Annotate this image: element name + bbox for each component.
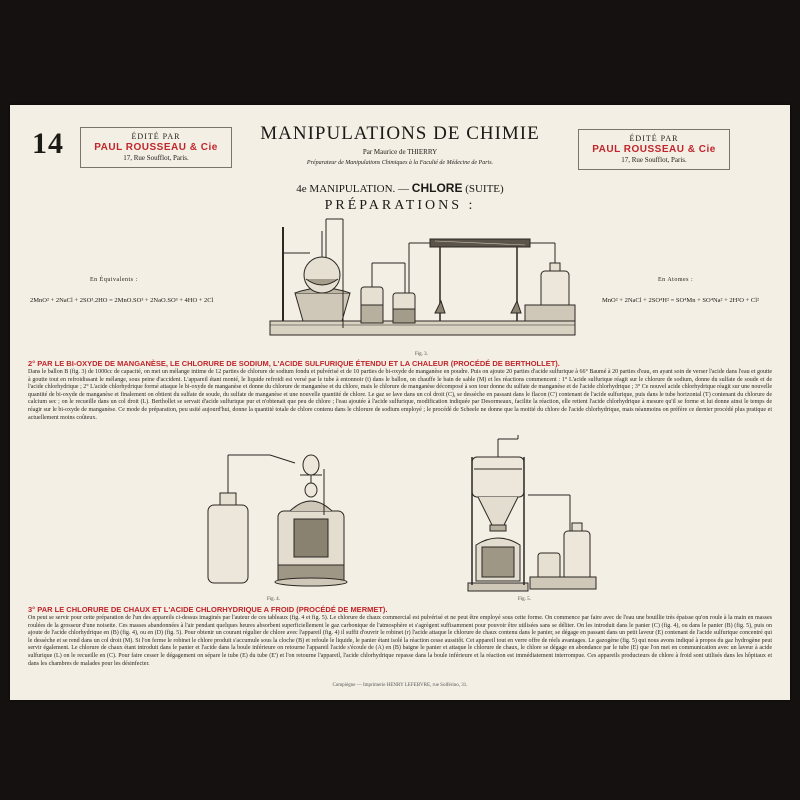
figure-4-caption: Fig. 4. — [267, 597, 280, 602]
page-title: MANIPULATIONS DE CHIMIE — [260, 123, 540, 144]
plate-number: 14 — [32, 127, 64, 160]
figure-5-apparatus — [458, 435, 608, 595]
section-2-text: Dans le ballon B (fig. 3) de 1000cc de capacité, on met un mélange intime de 12 parties de chlorure de sodium fondu et pulvérisé et de 10 parties de bi-oxyde de manganèse en poudre. Puis on ajoute 20 parties d'acide sulfurique à 66° Baumé à 20 parties d'eau, en ayant soin de verser l'acide dans l'eau et goutte à goutte tout en refroidissant le mélange, sous peine d'accident. L'appareil étant monté, le liquide refroidi est versé par le tube à entonnoir (t) dans le ballon, on chauffe le bain de sable (M) et les réactions commencent : 1° L'acide sulfurique réagit sur le chlorure de sodium, donne du sulfate de soude et de l'acide chlorhydrique ; 2° L'acide chlorhydrique formé attaque le bi-oxyde de manganèse et donne du chlorure de manganèse et du chlore, mais le chlorure de manganèse décomposé à son tour donne du sulfate de manganèse et de l'acide chlorhydrique ; 3° Ce nouvel acide chlorhydrique réagit sur une nouvelle quantité de bi-oxyde de manganèse et finalement on obtient du sulfate de soude, du sulfate de manganèse et une nouvelle quantité de chlore. Le gaz se lave dans un col droit (C), se dessèche en passant dans le flacon (C') contenant de l'acide sulfurique, puis dans le tube horizontal (T) contenant du chlorure de calcium sec ; on le recueille dans un col droit (L). Berthollet se servait d'acide sulfurique pur et n'obtenait que peu de chlore ; l'eau ajoutée à l'acide sulfurique, modification indiquée par Desormeaux, facilite la réaction, elle retient l'acide chlorhydrique à mesure qu'il se forme et lui donne ainsi le temps de réagir sur le bi-oxyde de manganèse. Ce mode de préparation, peu usité aujourd'hui, donne la quantité totale de chlore contenu dans le chlorure de sodium employé ; le procédé de Scheele ne donne que la moitié du chlore de l'acide chlorhydrique, mais néanmoins on préfère ce dernier procédé plus pratique et actuellement moins coûteux. — [28, 369, 772, 421]
equation-label-left: En Équivalents : — [90, 277, 138, 283]
equation-label-right: En Atomes : — [658, 277, 694, 283]
editor-name: PAUL ROUSSEAU & Cie — [94, 142, 218, 153]
manipulation-suffix: (SUITE) — [462, 183, 504, 195]
figure-3-caption: Fig. 3. — [415, 352, 428, 357]
chemistry-plate — [10, 105, 790, 700]
editor-address: 17, Rue Soufflot, Paris. — [123, 154, 189, 162]
printer-footer: Compiègne — Imprimerie HENRY LEFEBVRE, rue Solférino, 31. — [332, 683, 468, 688]
editor-name: PAUL ROUSSEAU & Cie — [592, 144, 716, 155]
editor-box-left — [80, 127, 232, 168]
editor-box-right — [578, 129, 730, 170]
preparations-subtitle: PRÉPARATIONS : — [324, 198, 476, 213]
manipulation-prefix: 4e MANIPULATION. — — [296, 183, 412, 195]
editor-address: 17, Rue Soufflot, Paris. — [621, 156, 687, 164]
manipulation-heading — [240, 181, 560, 195]
section-2-heading: 2° PAR LE BI-OXYDE DE MANGANÈSE, LE CHLORURE DE SODIUM, L'ACIDE SULFURIQUE ÉTENDU ET LA CHALEUR (PROCÉDÉ DE BERTHOLLET). — [28, 359, 560, 368]
figure-4-apparatus — [200, 445, 360, 595]
section-3-text: On peut se servir pour cette préparation de l'un des appareils ci-dessus imaginés par l'auteur de ces tableaux (fig. 4 et fig. 5). Le chlorure de chaux commercial est pulvérisé et ne peut être employé sous cette forme. On commence par faire avec de l'eau une bouillie très épaisse qu'on roule à la main en masses roulées de la grosseur d'une noisette. Ces masses abandonnées à l'air pendant quelques heures absorbent superficiellement le gaz carbonique de l'atmosphère et s'agrègent suffisamment pour pouvoir être utilisées sans se déliter. On les introduit dans le panier (C) (fig. 4), ou dans le panier (B) (fig. 5), puis on ajoute de l'acide chlorhydrique en (B) (fig. 4), ou en (D) (fig. 5). Pour obtenir un courant régulier de chlore avec l'appareil (fig. 4) il suffit d'ouvrir le robinet (r) l'acide attaque le chlorure de chaux contenu dans le panier, se dégage en passant dans un petit laveur (E) contenant de l'acide sulfurique concentré qui le dessèche et se rend dans un col droit (M). Si l'on ferme le robinet le chlore produit s'accumule sous la cloche (B) et refoule le liquide, le panier étant isolé la réaction cesse aussitôt. Cet appareil tout en verre offre de réels avantages. Le gazogène (fig. 5) qui nous avons indiqué à propos du gaz hydrogène peut servir également. Le chlorure de chaux étant introduit dans le panier et l'acide dans la boule inférieure on retourne l'appareil l'acide s'écoule de (A) en (B) baigne le panier et attaque le chlorure de chaux, le chlore se dégage en abondance par le tube (E) que l'on met en communication avec un laveur à acide sulfurique (L) on le recueille en (C). Pour faire cesser le dégagement on sépare le tube (E) du tube (E') et l'on retourne l'appareil, l'acide chlorhydrique repasse dans la boule inférieure et la réaction est immédiatement interrompue. Ces appareils producteurs de chlore à froid sont utilisés dans les hôpitaux et dans les chambres de malades pour les désinfecter. — [28, 615, 772, 667]
figure-5-caption: Fig. 5. — [518, 597, 531, 602]
editor-label: ÉDITÉ PAR — [629, 134, 679, 143]
section-3-heading: 3° PAR LE CHLORURE DE CHAUX ET L'ACIDE CHLORHYDRIQUE A FROID (PROCÉDÉ DE MERMET). — [28, 605, 388, 614]
equation-left: 2MnO² + 2NaCl + 2SO³.2HO = 2MnO.SO³ + 2NaO.SO³ + 4HO + 2Cl — [30, 297, 214, 304]
author-line: Par Maurice de THIERRY — [362, 148, 438, 156]
author-role: Préparateur de Manipulations Chimiques à la Faculté de Médecine de Paris. — [306, 160, 494, 166]
editor-label: ÉDITÉ PAR — [131, 132, 181, 141]
equation-right: MnO² + 2NaCl + 2SO⁴H² = SO⁴Mn + SO⁴Na² + 2H²O + Cl² — [602, 297, 759, 304]
figure-3-apparatus — [265, 213, 585, 348]
manipulation-name: CHLORE — [411, 181, 463, 195]
